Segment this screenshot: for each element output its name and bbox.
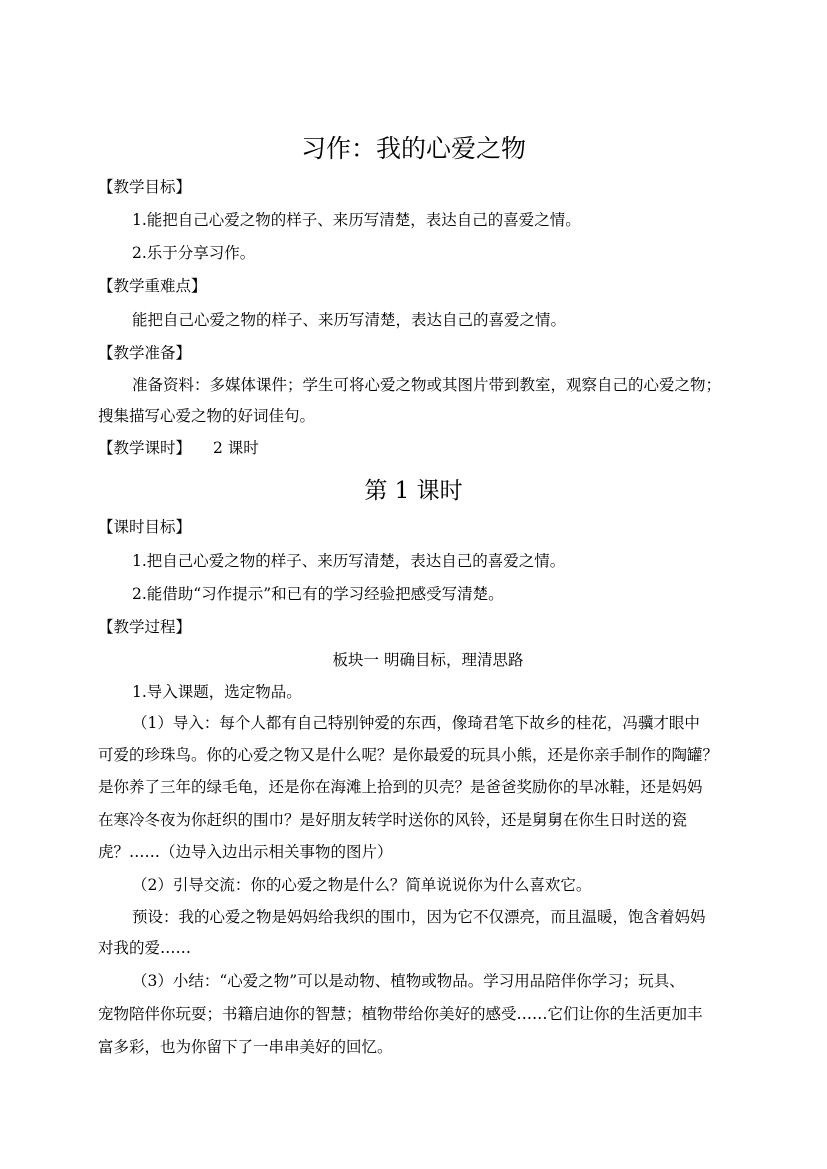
objectives-header: 【教学目标】 xyxy=(98,178,192,196)
key-points-text: 能把自己心爱之物的样子、来历写清楚，表达自己的喜爱之情。 xyxy=(132,311,567,329)
objective-item: 1.能把自己心爱之物的样子、来历写清楚，表达自己的喜爱之情。 xyxy=(132,211,581,229)
key-points-header: 【教学重难点】 xyxy=(98,277,207,295)
paragraph-line: 是你养了三年的绿毛龟，还是你在海滩上拾到的贝壳？是爸爸奖励你的旱冰鞋，还是妈妈 xyxy=(98,778,703,796)
paragraph-line: 虎？……（边导入边出示相关事物的图片） xyxy=(98,843,393,861)
paragraph-line: 可爱的珍珠鸟。你的心爱之物又是什么呢？是你最爱的玩具小熊，还是你亲手制作的陶罐？ xyxy=(98,746,719,764)
document-title: 习作：我的心爱之物 xyxy=(300,134,526,163)
paragraph-line: 在寒冷冬夜为你赶织的围巾？是好朋友转学时送你的风铃，还是舅舅在你生日时送的瓷 xyxy=(98,811,688,829)
objective-item: 2.乐于分享习作。 xyxy=(132,244,256,262)
paragraph-line: 对我的爱…… xyxy=(98,939,192,957)
step-heading: 1.导入课题，选定物品。 xyxy=(132,683,302,701)
lesson-goal-item: 1.把自己心爱之物的样子、来历写清楚，表达自己的喜爱之情。 xyxy=(132,552,566,570)
paragraph-line: （2）引导交流：你的心爱之物是什么？简单说说你为什么喜欢它。 xyxy=(132,876,592,894)
lesson-goal-item: 2.能借助“习作提示”和已有的学习经验把感受写清楚。 xyxy=(132,585,504,603)
preparation-header: 【教学准备】 xyxy=(98,344,192,362)
paragraph-line: 宠物陪伴你玩耍；书籍启迪你的智慧；植物带给你美好的感受……它们让你的生活更加丰 xyxy=(98,1005,703,1023)
preparation-text: 搜集描写心爱之物的好词佳句。 xyxy=(98,407,316,425)
hours-row xyxy=(98,438,758,458)
process-header: 【教学过程】 xyxy=(98,618,192,636)
lesson-title: 第 1 课时 xyxy=(364,478,463,504)
lesson-goals-header: 【课时目标】 xyxy=(98,518,192,536)
hours-value: 2 课时 xyxy=(213,439,259,457)
preparation-text: 准备资料：多媒体课件；学生可将心爱之物或其图片带到教室，观察自己的心爱之物； xyxy=(132,376,722,394)
block-title: 板块一 明确目标，理清思路 xyxy=(332,651,524,669)
hours-header: 【教学课时】 xyxy=(98,439,192,457)
paragraph-line: 预设：我的心爱之物是妈妈给我织的围巾，因为它不仅漂亮，而且温暖，饱含着妈妈 xyxy=(132,908,706,926)
paragraph-line: 富多彩，也为你留下了一串串美好的回忆。 xyxy=(98,1038,393,1056)
paragraph-line: （1）导入：每个人都有自己特别钟爱的东西，像琦君笔下故乡的桂花，冯骥才眼中 xyxy=(132,714,700,732)
paragraph-line: （3）小结：“心爱之物”可以是动物、植物或物品。学习用品陪伴你学习；玩具、 xyxy=(132,972,685,990)
